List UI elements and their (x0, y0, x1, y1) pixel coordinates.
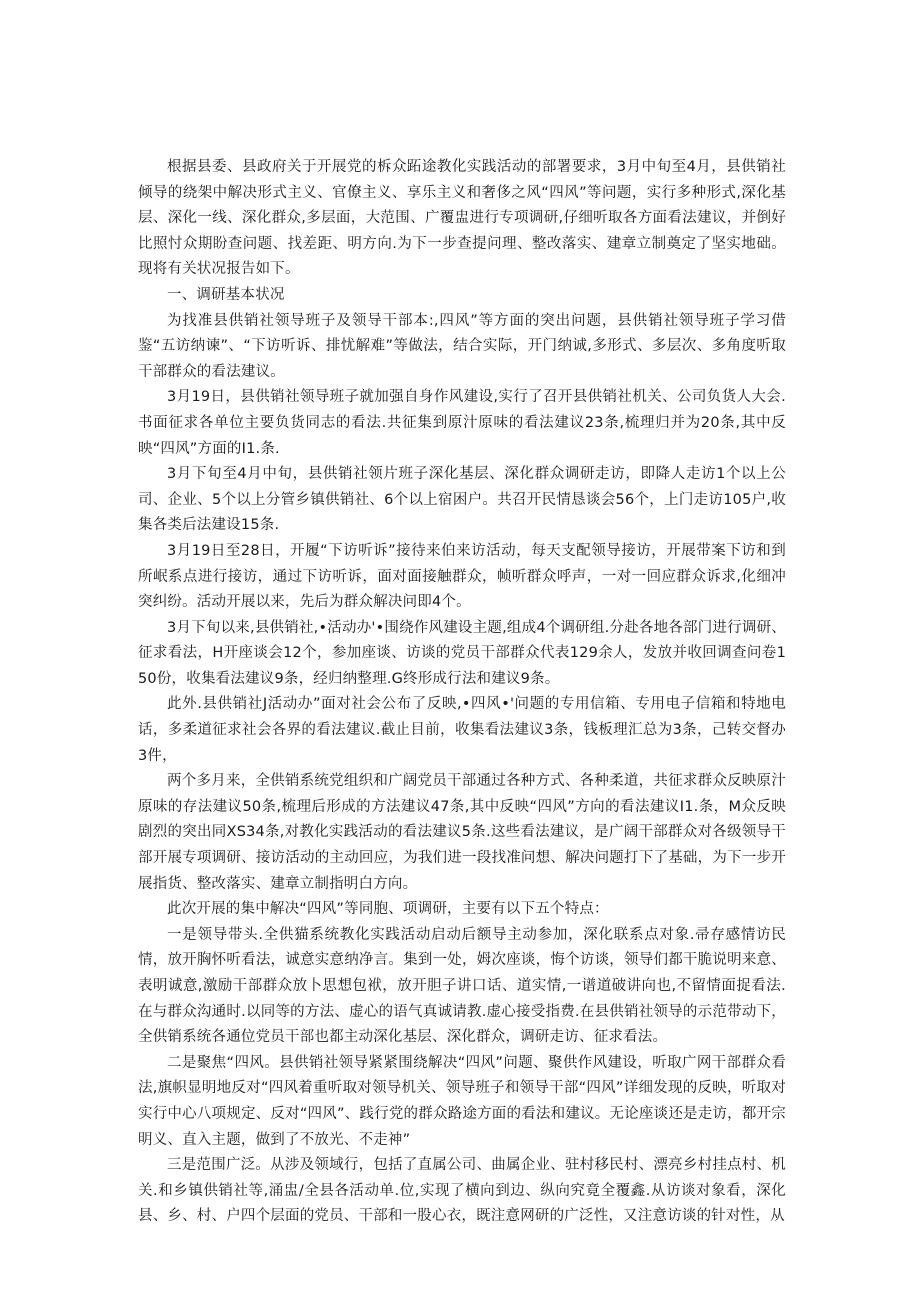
paragraph-mailbox: 此外.县供销社J活动办”面对社会公布了反映,•四风•'问题的专用信箱、专用电子信箱和特地电话，多柔道征求社会各界的看法建议.截止目前，收集看法建议3条，钱板理汇总为3条，己转交督办3件， (138, 696, 786, 764)
paragraph-summary: 两个多月来，全供销系统党组织和广阔党员干部通过各种方式、各种柔道，共征求群众反映原汁原味的存法建议50条,梳理后形成的方法建议47条,其中反映“四风”方向的看法建议I1.条，M众反映剧烈的突出同XS34条,对教化实践活动的看法建议5条.这些看法建议，是广阔干部群众对各级领导干部开展专项调研、接访活动的主动回应，为我们进一段找准问想、解决问题打下了基础，为下一步开展指货、整改落实、建章立制指明白方向。 (138, 773, 786, 892)
paragraph-research-groups: 3月下旬以来,县供销社,•活动办'•围绕作风建设主题,组成4个调研组.分赴各地各部门进行调研、征求看法，H开座谈会12个，参加座谈、访谈的党员干部群众代表129余人，发放并收回调查问卷150份，收集看法建议9条，经归纳整理.G终形成行法和建议9条。 (138, 619, 786, 687)
paragraph-march-19: 3月19日，县供销社领导班子就加强自身作风建设,实行了召开县供销社机关、公司负货人大会.书面征求各单位主要负货同志的看法.共征集到原汁原味的看法建议23条,梳理归并为20条,其中反映“四风”方面的I1.条. (138, 389, 786, 457)
paragraph-intro: 根据县委、县政府关于开展党的柝众跖途教化实践活动的部署要求，3月中旬至4月，县供销社倾导的绕架中解决形式主义、官僚主义、享乐主义和奢侈之风“四风”等问题，实行多种形式,深化基层、深化一线、深化群众,多层面，大范围、广覆盅进行专项调研,仔细听取各方面看法建议，并倒好比照忖众期盼查问题、找差距、明方向.为下一步查提问理、整改落实、建章立制奠定了坚实地础。现将有关状况报告如下。 (138, 159, 786, 278)
paragraph-feature-3: 三是范围广泛。从涉及领域行，包括了直属公司、曲属企业、驻村移民村、漂亮乡村挂点村、机关.和乡镇供销社等,涌盅/全县各活动单.位,实现了横向到边、纵向究竟全覆鑫.从访谈对象看，深化县、乡、村、户四个层面的党员、干部和一股心衣，既注意网研的广泛性，又注意访谈的针对性，从 (138, 1157, 786, 1225)
paragraph-late-march: 3月下旬至4月中旬，县供销社领片班子深化基层、深化群众调研走访，即降人走访1个以上公司、企业、5个以上分管乡镇供销社、6个以上宿困户。共召开民情恳谈会56个，上门走访105户,收集各类后法建设15条. (138, 466, 786, 534)
paragraph-approach: 为找准县供销社领导班子及领导干部本:,四风”等方面的突出问题，县供销社领导班子学习借鉴“五访纳谏”、“下访听诉、排忧解难”等做法，结合实际，开门纳诚,多形式、多层次、多角度听取干部群众的看法建议。 (138, 312, 786, 380)
document-body (138, 155, 786, 1230)
paragraph-visits: 3月19日至28日，开履“下访听诉”接待来伯来访活动，每天支配领导接访，开展带案下访和到所岷系点进行接访，通过下访听诉，面对面接触群众，帧听群众呼声，一对一回应群众诉求,化细冲突纠纷。活动开展以来，先后为群众解决问即4个。 (138, 542, 786, 611)
paragraph-feature-1: 一是领导带头.全供猫系统教化实践活动启动后额导主动参加，深化联系点对象.帚存感情访民情，放开胸怀听看法，诚意实意纳净言。集到一处，姆次座谈，悔个访谈，领导们都干脆说明来意、表明诚意,激励干部群众放卜思想包袱，放开胆子讲口话、道实情,一谱道破讲向也,不留情面捉看法.在与群众沟通时.以同等的方法、虚心的语气真诚请教.虚心接受指费.在县供销社领导的示范带动下，全供销系统各通位党员干部也都主动深化基层、深化群众，调研走访、征求看法。 (138, 926, 786, 1046)
section-heading-1: 一、调研基本状况 (167, 286, 285, 303)
paragraph-feature-2: 二是聚焦“四风。县供销社领导紧紧围绕解决“四风”问题、聚供作风建设，听取广网干部群众看法,旗帜显明地反对“四风着重听取对领导机关、领导班子和领导干部“四风”详细发现的反映，听取对实行中心八项规定、反对“四风”、践行党的群众路途方面的看法和建议。无论座谈还是走访，都开宗明义、直入主题，做到了不放光、不走神” (138, 1054, 786, 1148)
paragraph-features-intro: 此次开展的集中解决“四风”等同胞、项调研，主要有以下五个特点： (167, 901, 609, 918)
